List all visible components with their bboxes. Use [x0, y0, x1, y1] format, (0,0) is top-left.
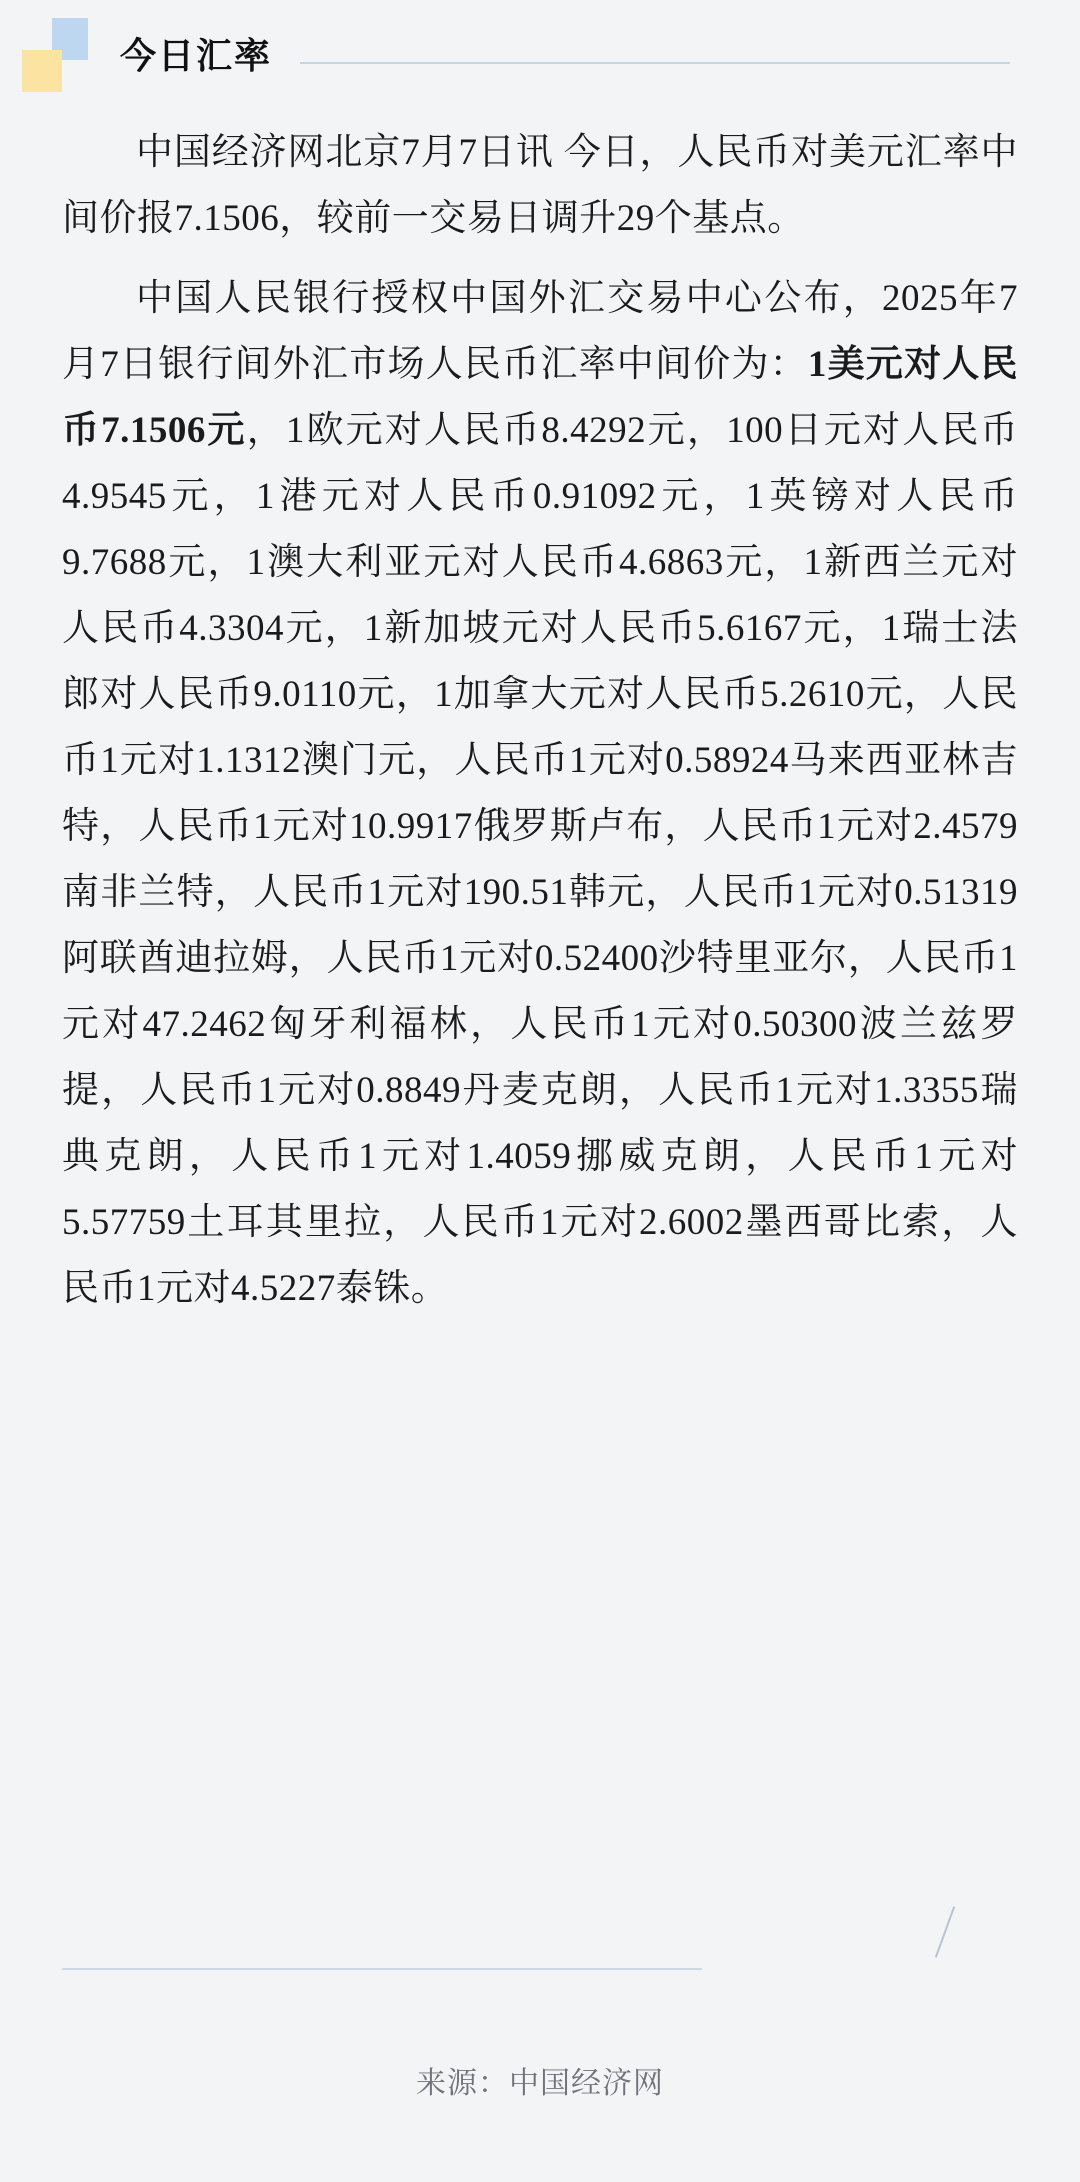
- paragraph-2-lead: 中国人民银行授权中国外汇交易中心公布，2025年7月7日银行间外汇市场人民币汇率中间价为：: [62, 278, 1018, 385]
- square-blocks-icon: [22, 18, 100, 96]
- decorative-slash: [935, 1906, 955, 1957]
- article-paragraph-2: [62, 266, 1018, 1322]
- header-divider: [300, 62, 1010, 64]
- usd-rate-highlight: 1美元对人民币7.1506元: [62, 344, 1019, 451]
- source-label: 来源：中国经济网: [416, 2067, 664, 2100]
- page-title: 今日汇率: [120, 35, 273, 76]
- logo-square-yellow: [22, 50, 62, 92]
- article-paragraph-1: 中国经济网北京7月7日讯 今日，人民币对美元汇率中间价报7.1506，较前一交易日调升29个基点。: [62, 132, 1018, 239]
- page-header: [0, 0, 1080, 120]
- paragraph-2-rest: ，1欧元对人民币8.4292元，100日元对人民币4.9545元，1港元对人民币0.91092元，1英镑对人民币9.7688元，1澳大利亚元对人民币4.6863元，1新西兰元对人民币4.3304元，1新加坡元对人民币5.6167元，1瑞士法郎对人民币9.0110元，1加拿大元对人民币5.2610元，人民币1元对1.1312澳门元，人民币1元对0.58924马来西亚林吉特，人民币1元对10.9917俄罗斯卢布，人民币1元对2.4579南非兰特，人民币1元对190.51韩元，人民币1元对0.51319阿联酋迪拉姆，人民币1元对0.52400沙特里亚尔，人民币1元对47.2462匈牙利福林，人民币1元对0.50300波兰兹罗提，人民币1元对0.8849丹麦克朗，人民币1元对1.3355瑞典克朗，人民币1元对1.4059挪威克朗，人民币1元对5.57759土耳其里拉，人民币1元对2.6002墨西哥比索，人民币1元对4.5227泰铢。: [62, 410, 1019, 1309]
- article-body: [62, 120, 1018, 1328]
- footer-divider: [62, 1968, 702, 1970]
